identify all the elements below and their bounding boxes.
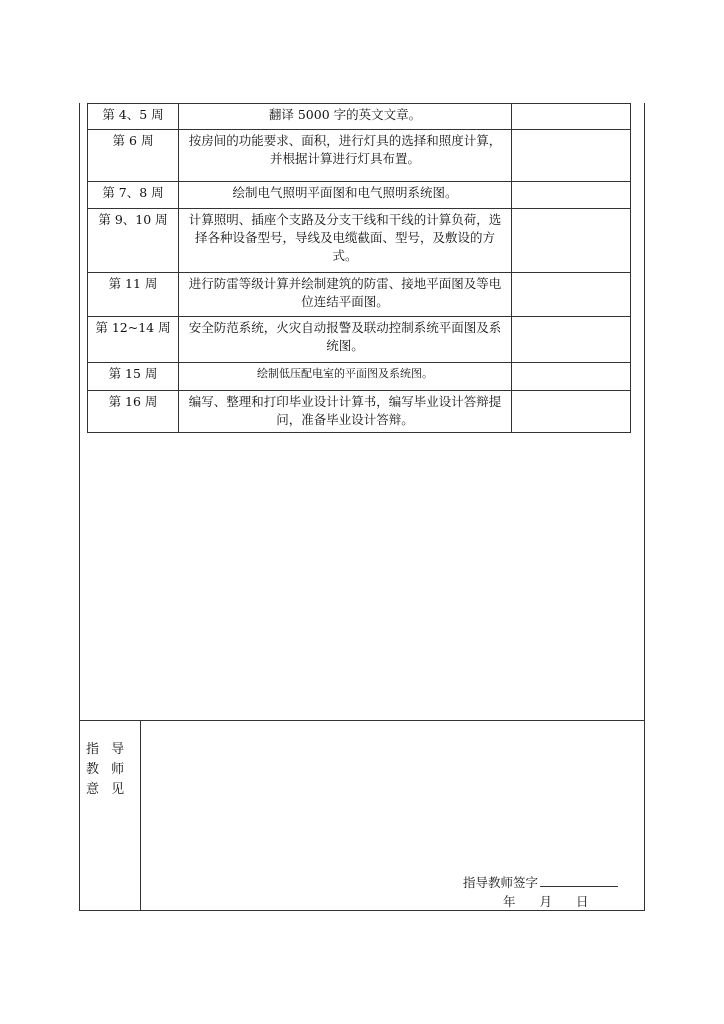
task-cell: 绘制低压配电室的平面图及系统图。 (179, 363, 512, 391)
table-row (88, 130, 631, 182)
task-cell: 安全防范系统，火灾自动报警及联动控制系统平面图及系统图。 (179, 317, 512, 363)
week-cell: 第 16 周 (88, 391, 179, 433)
table-row (88, 182, 631, 209)
task-cell: 进行防雷等级计算并绘制建筑的防雷、接地平面图及等电位连结平面图。 (179, 273, 512, 317)
opinion-label-line: 教 师 (86, 762, 129, 777)
opinion-section-divider (79, 720, 645, 721)
date-day: 日 (576, 894, 589, 909)
week-cell: 第 7、8 周 (88, 182, 179, 209)
blank-cell (512, 363, 631, 391)
blank-cell (512, 273, 631, 317)
opinion-label (86, 740, 136, 800)
signature-label: 指导教师签字 (463, 875, 539, 890)
task-cell: 计算照明、插座个支路及分支干线和干线的计算负荷，选择各种设备型号，导线及电缆截面、型号，及敷设的方式。 (179, 209, 512, 273)
blank-cell (512, 209, 631, 273)
blank-cell (512, 130, 631, 182)
blank-cell (512, 317, 631, 363)
table-row (88, 273, 631, 317)
table-row (88, 104, 631, 130)
date-year: 年 (503, 894, 516, 909)
opinion-label-line: 意 见 (86, 782, 129, 797)
signature-field (540, 874, 618, 887)
task-cell: 编写、整理和打印毕业设计计算书，编写毕业设计答辩提问，准备毕业设计答辩。 (179, 391, 512, 433)
table-row (88, 391, 631, 433)
table-row (88, 209, 631, 273)
task-cell: 按房间的功能要求、面积，进行灯具的选择和照度计算，并根据计算进行灯具布置。 (179, 130, 512, 182)
week-cell: 第 9、10 周 (88, 209, 179, 273)
table-row (88, 363, 631, 391)
task-cell: 翻译 5000 字的英文文章。 (179, 104, 512, 130)
signature-line (463, 873, 618, 891)
week-cell: 第 15 周 (88, 363, 179, 391)
table-row (88, 317, 631, 363)
date-month: 月 (539, 894, 553, 909)
week-cell: 第 6 周 (88, 130, 179, 182)
week-cell: 第 11 周 (88, 273, 179, 317)
schedule-table (87, 103, 631, 433)
week-cell: 第 4、5 周 (88, 104, 179, 130)
task-cell: 绘制电气照明平面图和电气照明系统图。 (179, 182, 512, 209)
opinion-column-divider (140, 720, 141, 911)
blank-cell (512, 182, 631, 209)
date-line (503, 892, 609, 910)
opinion-label-line: 指 导 (86, 742, 129, 757)
blank-cell (512, 104, 631, 130)
blank-cell (512, 391, 631, 433)
week-cell: 第 12~14 周 (88, 317, 179, 363)
